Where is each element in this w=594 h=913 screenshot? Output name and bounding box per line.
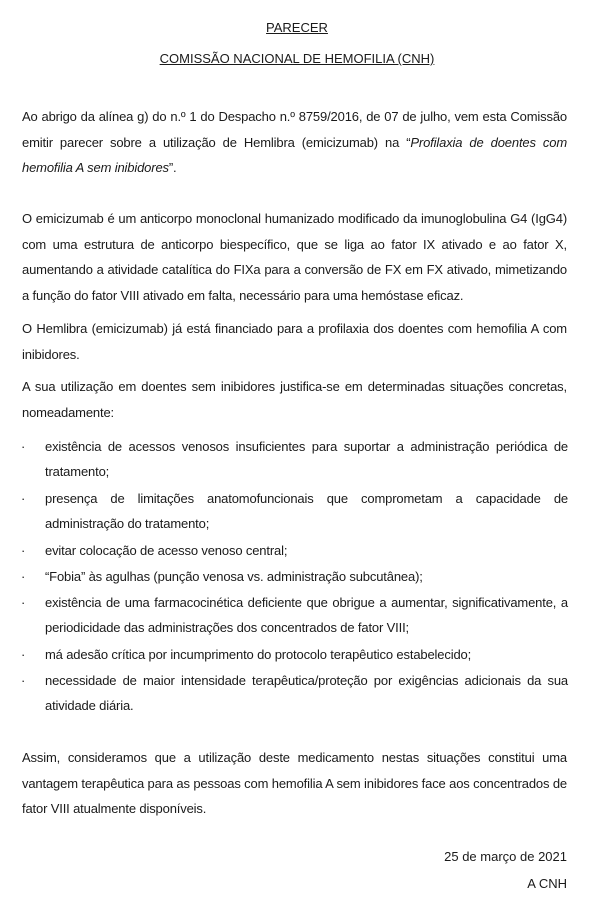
bullet-dot: · (21, 569, 26, 584)
bullet-dot: · (21, 673, 26, 688)
list-item-text: existência de uma farmacocinética deficiente que obrigue a aumentar, significativamente, a periodicidade das administrações dos concentrados de fator VIII; (45, 595, 568, 635)
document-title: PARECER (266, 20, 328, 35)
intro-text-after: ”. (168, 160, 177, 175)
list-item-text: existência de acessos venosos insuficientes para suportar a administração periódica de tratamento; (45, 439, 568, 479)
bullet-dot: · (21, 595, 26, 610)
list-item-text: evitar colocação de acesso venoso central; (45, 543, 288, 558)
document-subtitle: COMISSÃO NACIONAL DE HEMOFILIA (CNH) (159, 51, 435, 66)
conclusion-paragraph: Assim, consideramos que a utilização deste medicamento nestas situações constitui uma vantagem terapêutica para as pessoas com hemofilia A sem inibidores face aos concentrados de fator VIII atualmente disponíveis. (22, 750, 567, 816)
financing-paragraph: O Hemlibra (emicizumab) já está financiado para a profilaxia dos doentes com hemofilia A com inibidores. (22, 321, 567, 362)
document-signature: A CNH (527, 876, 567, 891)
list-item-text: presença de limitações anatomofuncionais que comprometam a capacidade de administração do tratamento; (45, 491, 568, 531)
justification-paragraph: A sua utilização em doentes sem inibidores justifica-se em determinadas situações concretas, nomeadamente: (22, 379, 567, 420)
intro-paragraph (22, 104, 567, 181)
list-item-text: necessidade de maior intensidade terapêutica/proteção por exigências adicionais da sua atividade diária. (45, 673, 568, 713)
bullet-dot: · (21, 647, 26, 662)
list-item-text: “Fobia” às agulhas (punção venosa vs. administração subcutânea); (45, 569, 423, 584)
bullet-dot: · (21, 439, 26, 454)
bullet-dot: · (21, 491, 26, 506)
intro-italic-indication: Profilaxia de doentes com hemofilia A sem inibidores (22, 134, 567, 175)
bullet-dot: · (21, 543, 26, 558)
mechanism-paragraph: O emicizumab é um anticorpo monoclonal humanizado modificado da imunoglobulina G4 (IgG4) com uma estrutura de anticorpo biespecífico, que se liga ao fator IX ativado e ao fator X, aumentando a atividade catalítica do FIXa para a conversão de FX em FX ativado, mimetizando a função do fator VIII ativado em falta, necessário para uma hemóstase eficaz. (22, 211, 567, 303)
document-date: 25 de março de 2021 (444, 849, 567, 864)
list-item-text: má adesão crítica por incumprimento do protocolo terapêutico estabelecido; (45, 647, 472, 662)
intro-text-before: Ao abrigo da alínea g) do n.º 1 do Despacho n.º 8759/2016, de 07 de julho, vem esta Comissão emitir parecer sobre a utilização de Hemlibra (emicizumab) na “ (22, 109, 567, 150)
